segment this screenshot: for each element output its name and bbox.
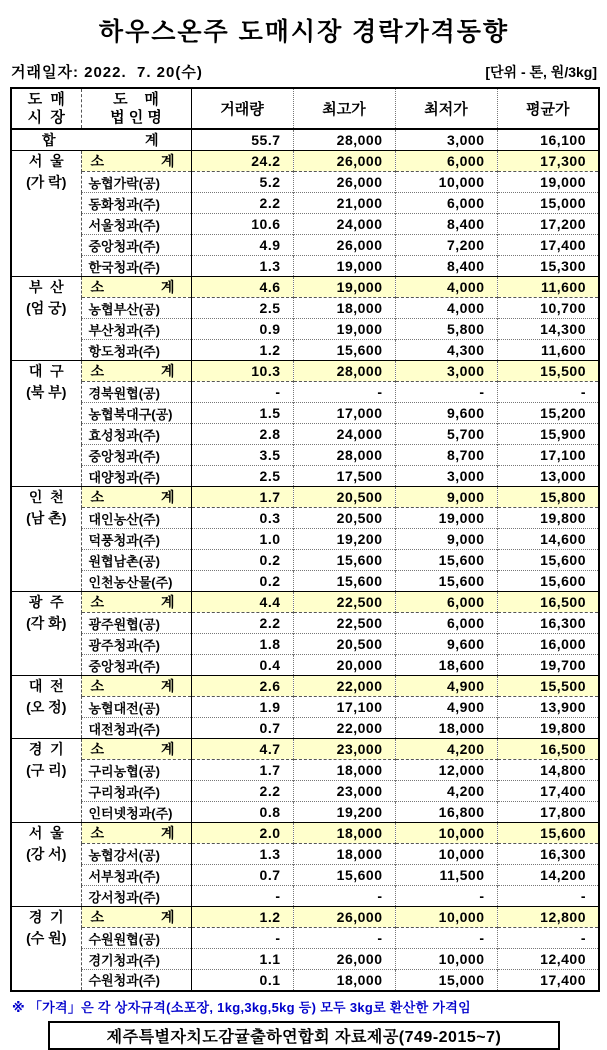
corp-row — [11, 949, 599, 970]
volume-cell: 3.5 — [191, 445, 293, 466]
avg-cell: - — [497, 886, 599, 907]
meta-row — [11, 61, 597, 82]
low-cell: 6,000 — [395, 193, 497, 214]
volume-cell: 1.5 — [191, 403, 293, 424]
volume-cell: 0.9 — [191, 319, 293, 340]
corp-row — [11, 235, 599, 256]
volume-cell: 1.8 — [191, 634, 293, 655]
high-cell: 23,000 — [293, 739, 395, 760]
corp-name-cell — [81, 592, 191, 613]
subtotal-row — [11, 739, 599, 760]
corp-row — [11, 298, 599, 319]
low-cell: 4,900 — [395, 676, 497, 697]
corp-name-cell — [81, 823, 191, 844]
header-volume: 거래량 — [191, 88, 293, 129]
corp-name-cell: 대인농산(주) — [81, 508, 191, 529]
avg-cell: 15,900 — [497, 424, 599, 445]
market-name: 부 산 — [28, 279, 64, 295]
volume-cell: 1.3 — [191, 256, 293, 277]
subtotal-label: 소 계 — [90, 825, 175, 841]
corp-name-cell — [81, 277, 191, 298]
low-cell: 3,000 — [395, 361, 497, 382]
high-cell: 15,600 — [293, 550, 395, 571]
market-branch: (구 리) — [26, 762, 67, 778]
market-name: 경 기 — [28, 909, 64, 925]
volume-cell: 0.2 — [191, 571, 293, 592]
subtotal-row — [11, 277, 599, 298]
market-branch: (엄 궁) — [26, 300, 67, 316]
price-table-body — [11, 129, 599, 991]
low-cell: 12,000 — [395, 760, 497, 781]
low-cell: 10,000 — [395, 844, 497, 865]
corp-name-cell: 농협강서(공) — [81, 844, 191, 865]
high-cell: 15,600 — [293, 340, 395, 361]
high-cell: - — [293, 928, 395, 949]
high-cell: 18,000 — [293, 844, 395, 865]
volume-cell: 2.2 — [191, 781, 293, 802]
avg-cell: 11,600 — [497, 277, 599, 298]
subtotal-row — [11, 487, 599, 508]
high-cell: 26,000 — [293, 151, 395, 172]
volume-cell: 2.8 — [191, 424, 293, 445]
low-cell: 10,000 — [395, 823, 497, 844]
avg-cell: 14,600 — [497, 529, 599, 550]
volume-cell: 1.3 — [191, 844, 293, 865]
corp-name-cell: 원협남촌(공) — [81, 550, 191, 571]
low-cell: 3,000 — [395, 466, 497, 487]
corp-name-cell: 광주원협(공) — [81, 613, 191, 634]
high-cell: 23,000 — [293, 781, 395, 802]
high-cell: 18,000 — [293, 760, 395, 781]
corp-name-cell: 수원원협(공) — [81, 928, 191, 949]
corp-name-cell: 경북원협(공) — [81, 382, 191, 403]
volume-cell: 1.1 — [191, 949, 293, 970]
corp-row — [11, 760, 599, 781]
corp-name-cell: 강서청과(주) — [81, 886, 191, 907]
low-cell: 8,400 — [395, 214, 497, 235]
corp-name-cell: 서울청과(주) — [81, 214, 191, 235]
corp-row — [11, 613, 599, 634]
market-name-cell — [11, 739, 81, 823]
corp-row — [11, 214, 599, 235]
low-cell: 15,600 — [395, 571, 497, 592]
high-cell: 17,000 — [293, 403, 395, 424]
corp-name-cell: 대전청과(주) — [81, 718, 191, 739]
volume-cell: - — [191, 886, 293, 907]
corp-name-cell: 부산청과(주) — [81, 319, 191, 340]
corp-name-cell: 중앙청과(주) — [81, 445, 191, 466]
corp-row — [11, 550, 599, 571]
low-cell: 4,000 — [395, 277, 497, 298]
high-cell: 22,000 — [293, 718, 395, 739]
high-cell: 22,500 — [293, 613, 395, 634]
market-branch: (수 원) — [26, 930, 67, 946]
corp-row — [11, 802, 599, 823]
avg-cell: 17,400 — [497, 235, 599, 256]
subtotal-row — [11, 151, 599, 172]
low-cell: 7,200 — [395, 235, 497, 256]
avg-cell: 16,500 — [497, 592, 599, 613]
corp-row — [11, 256, 599, 277]
corp-row — [11, 970, 599, 991]
avg-cell: 15,800 — [497, 487, 599, 508]
corp-name-cell: 중앙청과(주) — [81, 655, 191, 676]
avg-cell: 17,100 — [497, 445, 599, 466]
market-branch: (북 부) — [26, 384, 67, 400]
market-name-cell — [11, 823, 81, 907]
subtotal-row — [11, 592, 599, 613]
corp-name-cell — [81, 676, 191, 697]
corp-row — [11, 445, 599, 466]
avg-cell: - — [497, 382, 599, 403]
corp-name-cell — [81, 907, 191, 928]
avg-cell: 19,800 — [497, 718, 599, 739]
avg-cell: 16,100 — [540, 132, 586, 148]
corp-name-cell: 서부청과(주) — [81, 865, 191, 886]
corp-row — [11, 508, 599, 529]
volume-cell: 2.5 — [191, 298, 293, 319]
total-row — [11, 129, 599, 151]
subtotal-row — [11, 361, 599, 382]
header-corp: 도 매 법 인 명 — [81, 88, 191, 129]
market-name-cell — [11, 907, 81, 991]
avg-cell: 15,600 — [497, 823, 599, 844]
subtotal-label: 소 계 — [90, 741, 175, 757]
high-cell: 15,600 — [293, 571, 395, 592]
low-cell: 5,800 — [395, 319, 497, 340]
corp-name-cell: 농협가락(공) — [81, 172, 191, 193]
price-table — [10, 87, 600, 992]
corp-row — [11, 466, 599, 487]
low-cell: 4,200 — [395, 739, 497, 760]
low-cell: 10,000 — [395, 907, 497, 928]
corp-row — [11, 529, 599, 550]
subtotal-label: 소 계 — [90, 489, 175, 505]
volume-cell: 55.7 — [191, 129, 293, 151]
corp-row — [11, 634, 599, 655]
subtotal-label: 소 계 — [90, 678, 175, 694]
avg-cell: 17,300 — [497, 151, 599, 172]
unit-label: [단위 - 톤, 원/3kg] — [485, 64, 597, 80]
low-cell: 15,000 — [395, 970, 497, 991]
low-cell: 4,200 — [395, 781, 497, 802]
avg-cell: 15,300 — [497, 256, 599, 277]
market-name: 서 울 — [28, 153, 64, 169]
high-cell: 18,000 — [293, 970, 395, 991]
high-cell: 26,000 — [293, 949, 395, 970]
high-cell: 18,000 — [293, 298, 395, 319]
volume-cell: 1.7 — [191, 487, 293, 508]
low-cell: 6,000 — [395, 151, 497, 172]
volume-cell: 10.6 — [191, 214, 293, 235]
corp-name-cell: 대양청과(주) — [81, 466, 191, 487]
avg-cell: 16,300 — [497, 613, 599, 634]
high-cell: 20,500 — [293, 508, 395, 529]
market-name-cell — [11, 151, 81, 277]
market-branch: (각 화) — [26, 615, 67, 631]
volume-cell: 1.0 — [191, 529, 293, 550]
market-name: 대 구 — [28, 363, 64, 379]
avg-cell: - — [497, 928, 599, 949]
avg-cell: 11,600 — [497, 340, 599, 361]
corp-row — [11, 172, 599, 193]
volume-cell: 4.7 — [191, 739, 293, 760]
avg-cell: 15,600 — [497, 571, 599, 592]
corp-row — [11, 928, 599, 949]
avg-cell: 17,400 — [497, 781, 599, 802]
corp-name-cell: 수원청과(주) — [81, 970, 191, 991]
high-cell: 19,200 — [293, 802, 395, 823]
high-cell: 20,000 — [293, 655, 395, 676]
avg-cell: 16,500 — [497, 739, 599, 760]
corp-row — [11, 655, 599, 676]
avg-cell: 15,500 — [497, 676, 599, 697]
low-cell: 10,000 — [395, 172, 497, 193]
high-cell: 19,000 — [293, 319, 395, 340]
high-cell: 17,500 — [293, 466, 395, 487]
high-cell: 26,000 — [293, 907, 395, 928]
corp-name-cell: 인천농산물(주) — [81, 571, 191, 592]
corp-row — [11, 844, 599, 865]
low-cell: 9,600 — [395, 634, 497, 655]
high-cell: 24,000 — [293, 214, 395, 235]
corp-row — [11, 193, 599, 214]
low-cell: 15,600 — [395, 550, 497, 571]
avg-cell: 19,700 — [497, 655, 599, 676]
low-cell: 8,400 — [395, 256, 497, 277]
subtotal-row — [11, 676, 599, 697]
subtotal-label: 소 계 — [90, 363, 175, 379]
low-cell: - — [395, 928, 497, 949]
volume-cell: 0.7 — [191, 865, 293, 886]
volume-cell: 2.2 — [191, 193, 293, 214]
corp-row — [11, 319, 599, 340]
volume-cell: 24.2 — [191, 151, 293, 172]
subtotal-label: 소 계 — [90, 153, 175, 169]
avg-cell: 12,800 — [497, 907, 599, 928]
volume-cell: 1.9 — [191, 697, 293, 718]
low-cell: 16,800 — [395, 802, 497, 823]
low-cell: 11,500 — [395, 865, 497, 886]
avg-cell: 14,800 — [497, 760, 599, 781]
avg-cell: 17,400 — [497, 970, 599, 991]
avg-cell: 13,900 — [497, 697, 599, 718]
market-name-cell — [11, 487, 81, 592]
corp-row — [11, 382, 599, 403]
corp-name-cell: 구리청과(주) — [81, 781, 191, 802]
high-cell: 21,000 — [293, 193, 395, 214]
low-cell: - — [395, 886, 497, 907]
avg-cell: 16,000 — [497, 634, 599, 655]
high-cell: 28,000 — [293, 445, 395, 466]
header-low: 최저가 — [395, 88, 497, 129]
avg-cell: 10,700 — [497, 298, 599, 319]
volume-cell: 1.2 — [191, 907, 293, 928]
low-cell: 4,900 — [395, 697, 497, 718]
page-title: 하우스온주 도매시장 경락가격동향 — [98, 18, 510, 46]
high-cell: 22,500 — [293, 592, 395, 613]
avg-cell: 12,400 — [497, 949, 599, 970]
volume-cell: 0.1 — [191, 970, 293, 991]
corp-name-cell: 농협부산(공) — [81, 298, 191, 319]
avg-cell: 14,300 — [497, 319, 599, 340]
header-market: 도 매 시 장 — [11, 88, 81, 129]
corp-row — [11, 571, 599, 592]
volume-cell: - — [191, 928, 293, 949]
corp-name-cell: 덕풍청과(주) — [81, 529, 191, 550]
avg-cell: 16,300 — [497, 844, 599, 865]
trade-date-label: 거래일자: 2022. 7. 20(수) — [11, 64, 203, 81]
market-branch: (오 정) — [26, 699, 67, 715]
corp-row — [11, 781, 599, 802]
low-cell: 18,000 — [395, 718, 497, 739]
market-name: 서 울 — [28, 825, 64, 841]
corp-row — [11, 697, 599, 718]
avg-cell: 17,200 — [497, 214, 599, 235]
high-cell: 19,000 — [293, 277, 395, 298]
high-cell: 26,000 — [293, 172, 395, 193]
corp-row — [11, 403, 599, 424]
avg-cell: 14,200 — [497, 865, 599, 886]
high-cell: 15,600 — [293, 865, 395, 886]
high-cell: 20,500 — [293, 634, 395, 655]
low-cell: 3,000 — [395, 129, 497, 151]
volume-cell: 4.4 — [191, 592, 293, 613]
corp-row — [11, 718, 599, 739]
high-cell: 26,000 — [293, 235, 395, 256]
volume-cell: 0.2 — [191, 550, 293, 571]
market-name-cell — [11, 676, 81, 739]
header-high: 최고가 — [293, 88, 395, 129]
high-cell: 19,000 — [293, 256, 395, 277]
volume-cell: - — [191, 382, 293, 403]
corp-name-cell: 경기청과(주) — [81, 949, 191, 970]
volume-cell: 2.0 — [191, 823, 293, 844]
high-cell: 17,100 — [293, 697, 395, 718]
volume-cell: 10.3 — [191, 361, 293, 382]
low-cell: 4,300 — [395, 340, 497, 361]
corp-name-cell: 구리농협(공) — [81, 760, 191, 781]
market-name-cell — [11, 361, 81, 487]
avg-cell: 15,600 — [497, 550, 599, 571]
header-avg: 평균가 — [497, 88, 599, 129]
corp-row — [11, 886, 599, 907]
low-cell: 9,600 — [395, 403, 497, 424]
subtotal-label: 소 계 — [90, 594, 175, 610]
avg-cell: 13,000 — [497, 466, 599, 487]
table-header-row — [11, 88, 599, 129]
avg-cell: 15,200 — [497, 403, 599, 424]
high-cell: 28,000 — [293, 129, 395, 151]
high-cell: 24,000 — [293, 424, 395, 445]
market-name: 경 기 — [28, 741, 64, 757]
source-box: 제주특별자치도감귤출하연합회 자료제공(749-2015~7) — [48, 1021, 560, 1050]
volume-cell: 5.2 — [191, 172, 293, 193]
low-cell: 19,000 — [395, 508, 497, 529]
corp-name-cell — [81, 739, 191, 760]
volume-cell: 0.4 — [191, 655, 293, 676]
low-cell: 5,700 — [395, 424, 497, 445]
corp-name-cell: 중앙청과(주) — [81, 235, 191, 256]
volume-cell: 2.2 — [191, 613, 293, 634]
subtotal-row — [11, 823, 599, 844]
market-branch: (가 락) — [26, 174, 67, 190]
market-branch: (남 촌) — [26, 510, 67, 526]
avg-cell: 19,000 — [497, 172, 599, 193]
corp-row — [11, 340, 599, 361]
market-name: 인 천 — [28, 489, 64, 505]
volume-cell: 2.6 — [191, 676, 293, 697]
high-cell: 19,200 — [293, 529, 395, 550]
corp-name-cell: 인터넷청과(주) — [81, 802, 191, 823]
total-label-cell — [11, 129, 191, 151]
market-name: 대 전 — [28, 678, 64, 694]
avg-cell: 15,000 — [497, 193, 599, 214]
high-cell: - — [293, 382, 395, 403]
market-name-cell — [11, 277, 81, 361]
corp-name-cell: 농협북대구(공) — [81, 403, 191, 424]
subtotal-row — [11, 907, 599, 928]
total-label: 합 계 — [42, 132, 159, 148]
volume-cell: 0.7 — [191, 718, 293, 739]
volume-cell: 1.2 — [191, 340, 293, 361]
low-cell: 10,000 — [395, 949, 497, 970]
subtotal-label: 소 계 — [90, 909, 175, 925]
corp-name-cell: 한국청과(주) — [81, 256, 191, 277]
market-name-cell — [11, 592, 81, 676]
high-cell: 18,000 — [293, 823, 395, 844]
corp-name-cell: 농협대전(공) — [81, 697, 191, 718]
low-cell: 4,000 — [395, 298, 497, 319]
volume-cell: 4.9 — [191, 235, 293, 256]
price-footnote: ※ 「가격」은 각 상자규격(소포장, 1kg,3kg,5kg 등) 모두 3kg로 환산한 가격임 — [12, 999, 471, 1015]
high-cell: 28,000 — [293, 361, 395, 382]
avg-cell: 15,500 — [497, 361, 599, 382]
avg-cell: 17,800 — [497, 802, 599, 823]
corp-name-cell: 효성청과(주) — [81, 424, 191, 445]
high-cell: - — [293, 886, 395, 907]
volume-cell: 4.6 — [191, 277, 293, 298]
low-cell: - — [395, 382, 497, 403]
corp-row — [11, 424, 599, 445]
high-cell: 20,500 — [293, 487, 395, 508]
volume-cell: 0.3 — [191, 508, 293, 529]
volume-cell: 1.7 — [191, 760, 293, 781]
high-cell: 22,000 — [293, 676, 395, 697]
corp-name-cell: 동화청과(주) — [81, 193, 191, 214]
low-cell: 8,700 — [395, 445, 497, 466]
low-cell: 6,000 — [395, 613, 497, 634]
market-name: 광 주 — [28, 594, 64, 610]
subtotal-label: 소 계 — [90, 279, 175, 295]
avg-cell: 19,800 — [497, 508, 599, 529]
corp-name-cell — [81, 151, 191, 172]
corp-name-cell: 항도청과(주) — [81, 340, 191, 361]
low-cell: 9,000 — [395, 529, 497, 550]
low-cell: 9,000 — [395, 487, 497, 508]
corp-row — [11, 865, 599, 886]
low-cell: 6,000 — [395, 592, 497, 613]
corp-name-cell — [81, 361, 191, 382]
corp-name-cell — [81, 487, 191, 508]
low-cell: 18,600 — [395, 655, 497, 676]
volume-cell: 2.5 — [191, 466, 293, 487]
market-branch: (강 서) — [26, 846, 67, 862]
corp-name-cell: 광주청과(주) — [81, 634, 191, 655]
volume-cell: 0.8 — [191, 802, 293, 823]
